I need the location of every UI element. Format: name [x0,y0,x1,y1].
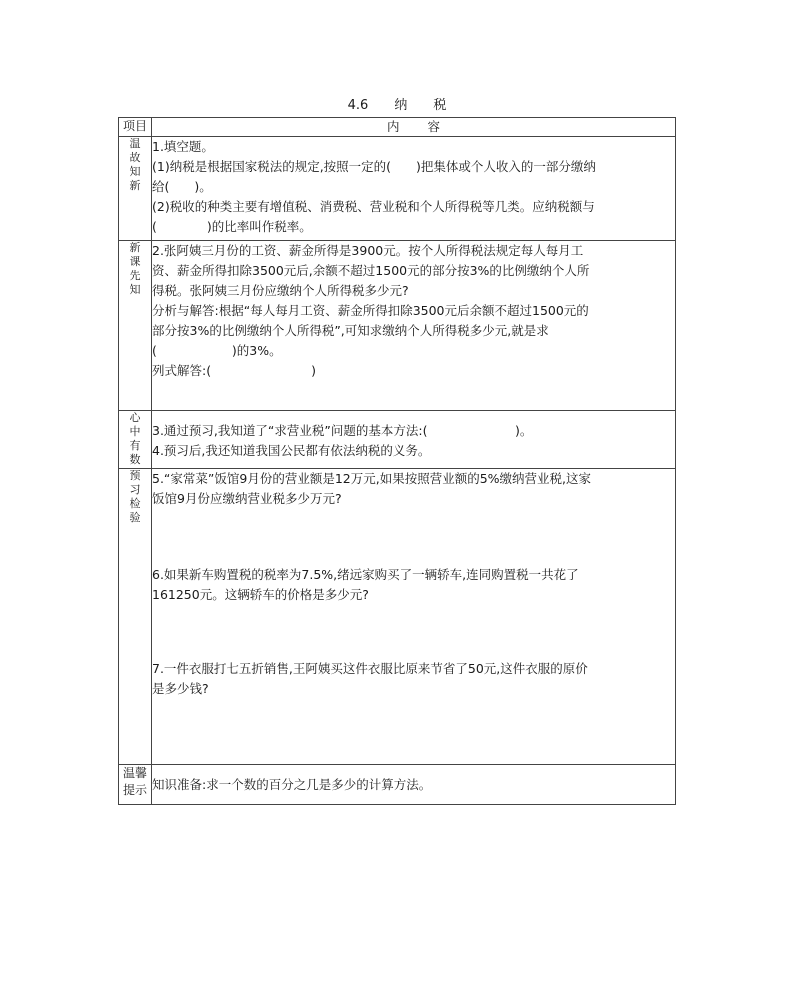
question-line: 7.一件衣服打七五折销售,王阿姨买这件衣服比原来节省了50元,这件衣服的原价 [152,661,588,676]
tip-text: 知识准备:求一个数的百分之几是多少的计算方法。 [152,776,432,792]
title-char-1: 纳 [394,98,408,113]
answer-space[interactable] [152,509,675,565]
text-line: 部分按3%的比例缴纳个人所得税”,可知求缴纳个人所得税多少元,就是求 [152,323,549,338]
row-content-preview [152,241,676,411]
text-line: 得税。张阿姨三月份应缴纳个人所得税多少元? [152,283,409,298]
text-line: 2.张阿姨三月份的工资、薪金所得是3900元。按个人所得税法规定每人每月工 [152,243,584,258]
question-line: 饭馆9月份应缴纳营业税多少万元? [152,491,342,506]
text-line: 4.预习后,我还知道我国公民都有依法纳税的义务。 [152,443,431,458]
question-line: 5.“家常菜”饭馆9月份的营业额是12万元,如果按照营业额的5%缴纳营业税,这家 [152,471,592,486]
row-review [119,137,676,241]
text-line: ( )的3%。 [152,343,282,358]
header-row [119,118,676,137]
worksheet-table [118,117,676,805]
text-line: 1.填空题。 [152,139,214,154]
row-content-summary [152,411,676,469]
question-line: 161250元。这辆轿车的价格是多少元? [152,587,369,602]
row-label-tip: 温馨提示 [119,765,152,805]
row-tip [119,765,676,805]
row-label-practice: 预习检验 [119,469,152,765]
row-label-review: 温故知新 [119,137,152,241]
text-line: (2)税收的种类主要有增值税、消费税、营业税和个人所得税等几类。应纳税额与 [152,199,595,214]
row-label-summary: 心中有数 [119,411,152,469]
row-practice [119,469,676,765]
header-content-label: 内 容 [152,118,676,137]
text-line: 资、薪金所得扣除3500元后,余额不超过1500元的部分按3%的比例缴纳个人所 [152,263,590,278]
answer-space[interactable] [152,605,675,659]
title-char-2: 税 [433,98,447,113]
text-line: 给( )。 [152,179,212,194]
page-title [0,94,794,113]
question-line: 是多少钱? [152,681,209,696]
title-number: 4.6 [347,98,369,113]
header-item-label: 项目 [119,118,152,137]
text-line: 分析与解答:根据“每人每月工资、薪金所得扣除3500元后余额不超过1500元的 [152,303,589,318]
text-line: (1)纳税是根据国家税法的规定,按照一定的( )把集体或个人收入的一部分缴纳 [152,159,596,174]
row-preview [119,241,676,411]
text-line: 3.通过预习,我知道了“求营业税”问题的基本方法:( )。 [152,423,533,438]
row-summary [119,411,676,469]
row-content-review [152,137,676,241]
question-line: 6.如果新车购置税的税率为7.5%,绪远家购买了一辆轿车,连同购置税一共花了 [152,567,579,582]
text-line: ( )的比率叫作税率。 [152,219,312,234]
text-line: 列式解答:( ) [152,363,316,378]
row-label-preview: 新课先知 [119,241,152,411]
row-content-tip [152,765,676,805]
row-content-practice [152,469,676,765]
